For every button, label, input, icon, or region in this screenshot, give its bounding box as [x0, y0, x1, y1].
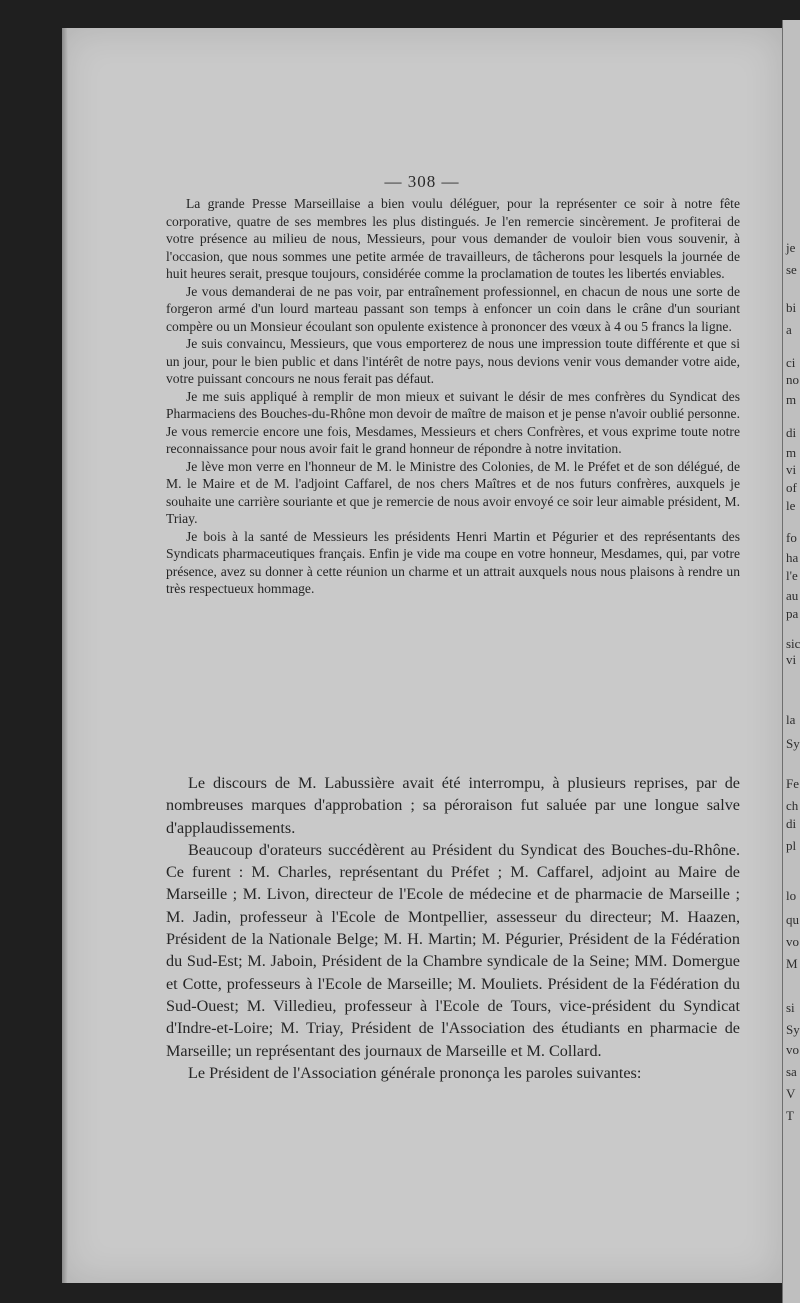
adjacent-page-fragment: au — [786, 588, 799, 603]
adjacent-page-fragment: vo — [786, 934, 799, 949]
speech-paragraph: Je me suis appliqué à remplir de mon mieux et suivant le désir de mes confrères du Syndicat des Pharmaciens des Bouches-du-Rhône mon devoir de maître de maison et je pense n'avoir oublié personne. Je vous remercie encore une fois, Mesdames, Messieurs et chers Confrères, et vous exprime toute notre reconnaissance pour nous avoir fait le grand honneur de répondre à notre invitation. — [166, 388, 740, 456]
adjacent-page-fragment: vo — [786, 1042, 799, 1057]
adjacent-page-fragment: M — [786, 956, 798, 971]
speech-paragraph: Je lève mon verre en l'honneur de M. le Ministre des Colonies, de M. le Préfet et de son délégué, de M. le Maire et de M. l'adjoint Caffarel, de nos chers Maîtres et de nos futurs confrères, auxquels je souhaite une carrière souriante et que je remercie de nous avoir envoyé ce soir leur aimable président, M. Triay. — [166, 458, 740, 526]
adjacent-page-fragment: ci — [786, 355, 796, 370]
adjacent-page-fragment: di — [786, 816, 797, 831]
speech-paragraph: Je vous demanderai de ne pas voir, par entraînement professionnel, en chacun de nous une sorte de forgeron armé d'un lourd marteau passant son temps à enfoncer un coin dans le crâne d'un souriant compère ou un Monsieur écoulant son opulente existence à prononcer des vœux à 4 ou 5 francs la ligne. — [166, 283, 740, 334]
speech-paragraph: Je suis convaincu, Messieurs, que vous emporterez de nous une impression toute différente et que si un jour, pour le bien public et dans l'intérêt de notre pays, nous devions venir vous demander votre aide, votre puissant concours ne nous ferait pas défaut. — [166, 336, 740, 386]
speech-text-block — [166, 195, 740, 598]
adjacent-page-fragment: ch — [786, 798, 799, 813]
adjacent-page-fragment: V — [786, 1086, 796, 1101]
adjacent-page-fragment: pa — [786, 606, 799, 621]
adjacent-page-fragment: vi — [786, 462, 797, 477]
adjacent-page-fragment: sa — [786, 1064, 797, 1079]
adjacent-page-fragment: l'e — [786, 568, 798, 583]
adjacent-page-fragment: m — [786, 392, 797, 407]
narrative-paragraph: Le Président de l'Association générale prononça les paroles suivantes: — [188, 1063, 642, 1082]
adjacent-page-fragment: vi — [786, 652, 797, 667]
speech-paragraph: Je bois à la santé de Messieurs les présidents Henri Martin et Pégurier et des représentants des Syndicats pharmaceutiques français. Enfin je vide ma coupe en votre honneur, Mesdames, qui, par votre présence, avez su donner à cette réunion un charme et un attrait auxquels nous nous plaisons à rendre un très respectueux hommage. — [166, 528, 740, 596]
adjacent-page-fragment: le — [786, 498, 796, 513]
adjacent-page-fragment: je — [786, 240, 796, 255]
adjacent-page-fragment: of — [786, 480, 797, 495]
adjacent-page-fragment: a — [786, 322, 792, 337]
adjacent-page-fragment: ha — [786, 550, 799, 565]
adjacent-page-fragment: Sy — [786, 1022, 800, 1037]
adjacent-page-fragment: Fe — [786, 776, 799, 791]
adjacent-page-fragment: lo — [786, 888, 797, 903]
adjacent-page-fragment: sic — [786, 636, 800, 651]
narrative-paragraph: Le discours de M. Labussière avait été interrompu, à plusieurs reprises, par de nombreuses marques d'approbation ; sa péroraison fut saluée par une longue salve d'applaudissements. — [166, 774, 740, 837]
adjacent-page-fragment: se — [786, 262, 797, 277]
adjacent-page-fragment: la — [786, 712, 796, 727]
adjacent-page-fragment: no — [786, 372, 799, 387]
adjacent-page-fragment: fo — [786, 530, 797, 545]
adjacent-page-fragment: di — [786, 425, 797, 440]
adjacent-page-fragment: T — [786, 1108, 794, 1123]
adjacent-page-fragment: si — [786, 1000, 795, 1015]
page-spine-shadow — [62, 28, 68, 1283]
narrative-text-block — [166, 772, 740, 1084]
adjacent-page-edge — [782, 20, 800, 1303]
adjacent-page-fragment: qu — [786, 912, 799, 927]
speech-paragraph: La grande Presse Marseillaise a bien voulu déléguer, pour la représenter ce soir à notre fête corporative, quatre de ses membres les plus distingués. Je l'en remercie sincèrement. Je profiterai de votre présence au milieu de nous, Messieurs, pour vous demander de vouloir bien vous souvenir, à l'occasion, que nous sommes une petite armée de travailleurs, de tâcherons pour lesquels la journée de huit heures serait, presque toujours, considérée comme la proclamation de toutes les libertés enviables. — [166, 196, 740, 281]
narrative-paragraph: Beaucoup d'orateurs succédèrent au Président du Syndicat des Bouches-du-Rhône. Ce furent : M. Charles, représentant du Préfet ; M. Caffarel, adjoint au Maire de Marseille ; M. Livon, directeur de l'Ecole de médecine et de pharmacie de Marseille ; M. Jadin, professeur à l'Ecole de Montpellier, assesseur du directeur; M. Haazen, Président de la Nationale Belge; M. H. Martin; M. Pégurier, Président de la Fédération du Sud-Est; M. Jaboin, Président de la Chambre syndicale de la Seine; MM. Domergue et Cotte, professeurs à l'Ecole de Marseille; M. Mouliets. Président de la Fédération du Sud-Ouest; M. Villedieu, professeur à l'Ecole de Tours, vice-président du Syndicat d'Indre-et-Loire; M. Triay, Président de l'Association des étudiants en pharmacie de Marseille; un représentant des journaux de Marseille et M. Collard. — [166, 840, 740, 1060]
adjacent-page-fragment: pl — [786, 838, 797, 853]
adjacent-page-fragment: Sy — [786, 736, 800, 751]
adjacent-page-fragment: bi — [786, 300, 797, 315]
adjacent-page-fragment: m — [786, 445, 797, 460]
page-number: — 308 — — [384, 172, 460, 191]
